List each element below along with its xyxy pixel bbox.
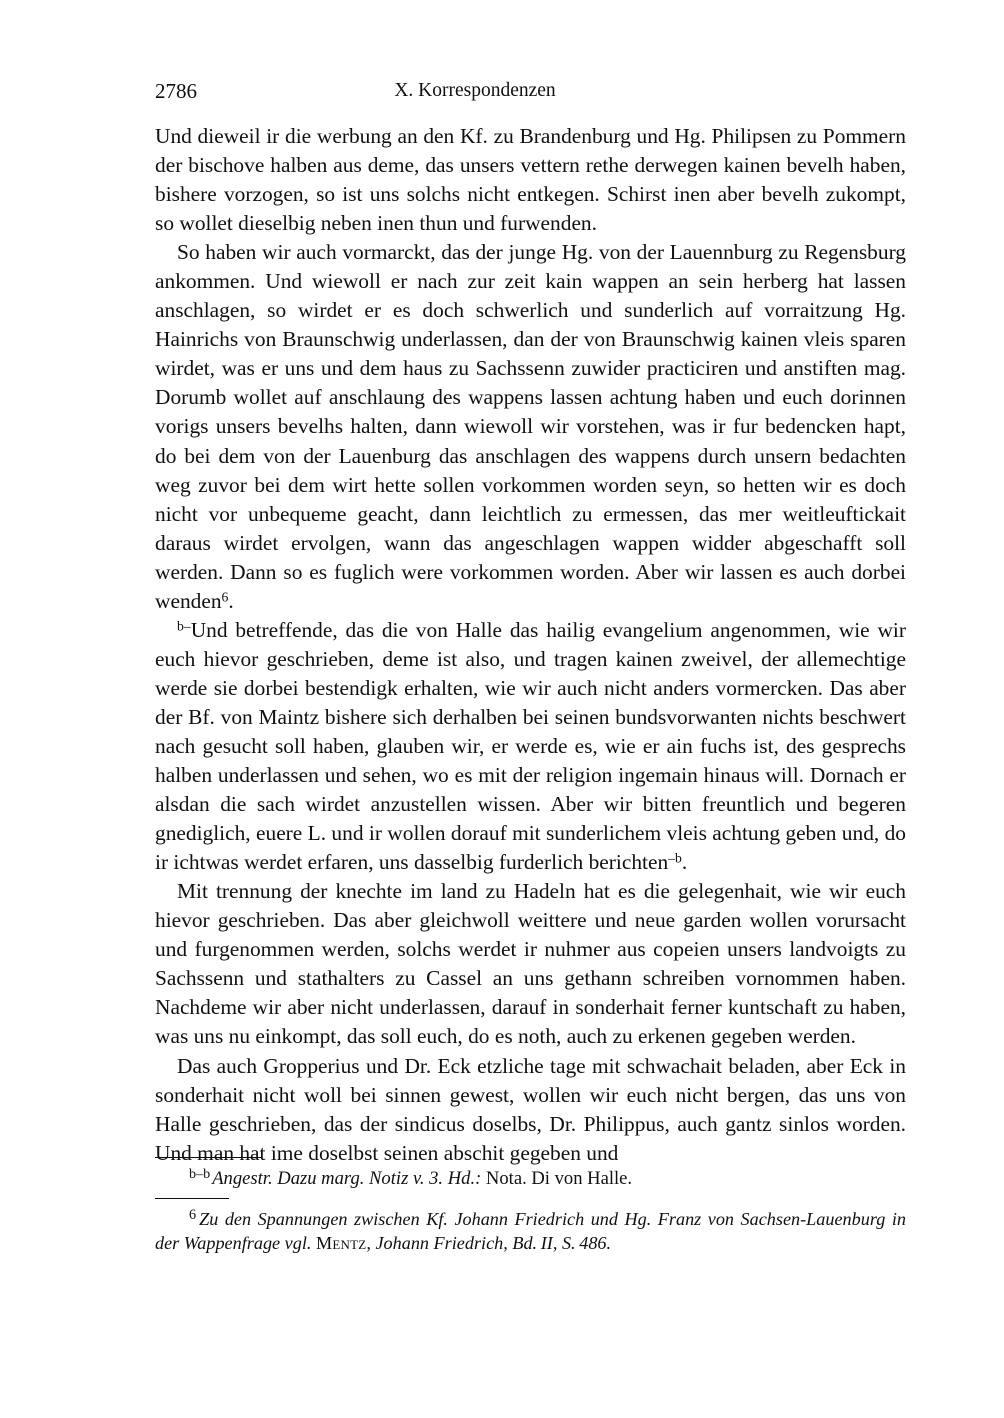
variant-quotation: Nota. Di von Halle. [481, 1168, 633, 1189]
variant-sigil: b–b [189, 1166, 211, 1183]
footnote-text-part-2: , Johann Friedrich, Bd. II, S. 486. [366, 1232, 612, 1253]
variant-description: Angestr. Dazu marg. Notiz v. 3. Hd.: [212, 1168, 482, 1189]
paragraph-text: Das auch Gropperius und Dr. Eck etzliche tage mit schwachait beladen, aber Eck in sonderhait nicht woll bei sinnen gewest, wollen wir euch nicht bergen, das uns von Halle geschrieben, das der sindicus doselbs, Dr. Philippus, auch gantz sinlos worden. Und man hat ime doselbst seinen abschit gegeben und [155, 1053, 906, 1165]
footnote-rule [155, 1198, 229, 1199]
paragraph [155, 616, 906, 877]
footnote-reference-marker[interactable]: 6 [221, 589, 229, 605]
paragraph-text: Mit trennung der knechte im land zu Hadeln hat es die gelegenhait, wie wir euch hievor geschrieben. Das aber gleichwoll weittere und neue garden wollen vorursacht und furgenommen werden, solchs werdet ir nuhmer aus copeien unsers landvoigts zu Sachssenn und stathalters zu Cassel an uns gethann schreiben vornommen haben. Nachdeme wir aber nicht underlassen, darauf in sonderhait ferner kuntschaft zu haben, was uns nu einkompt, das soll euch, do es noth, auch zu erkenen gegeben werden. [155, 879, 906, 1049]
paragraph-text: So haben wir auch vormarckt, das der junge Hg. von der Lauennburg zu Regensburg ankommen. Und wiewoll er nach zur zeit kain wappen an sein herberg hat lassen anschlagen, so wirdet er es doch schwerlich und sunderlich auf vorraitzung Hg. Hainrichs von Braunschwig underlassen, dan der von Braunschwig kainen vleis sparen wirdet, was er uns und dem haus zu Sachssenn zuwider practiciren und anstiften mag. Dorumb wollet auf anschlaung des wappens lassen achtung haben und euch dorinnen vorigs unsers bevelhs halten, dann wiewoll wir vorstehen, was ir fur bedencken hapt, do bei dem von der Lauenburg das anschlagen des wappens durch unsern bedachten weg zuvor bei dem wirt hette sollen vorkommen worden seyn, so hetten wir es doch nicht vor unbequeme geacht, dann leichtlich zu ermessen, das mer weitleuftickait daraus wirdet ervolgen, wann das angeschlagen wappen widder abgeschafft soll werden. Dann so es fuglich were vorkommen worden. Aber wir lassen es auch dorbei wenden [155, 240, 906, 613]
paragraph-text: Und dieweil ir die werbung an den Kf. zu Brandenburg und Hg. Philipsen zu Pommern der bischove halben aus deme, das unsers vettern rethe derwegen kainen bevelh haben, bishere vorzogen, so ist uns solchs nicht entkegen. Schirst inen aber bevelh zukompt, so wollet dieselbig neben inen thun und furwenden. [155, 124, 906, 236]
apparatus-rule [155, 1157, 261, 1158]
variant-end-marker[interactable]: –b [668, 850, 682, 866]
footnote-text-part-1: Zu den Spannungen zwischen Kf. Johann Friedrich und Hg. Franz von Sachsen-Lauenburg in der Wappenfrage vgl. [155, 1209, 906, 1253]
paragraph-text: Und betreffende, das die von Halle das hailig evangelium angenommen, wie wir euch hievor geschrieben, deme ist also, und tragen kainen zweivel, der allemechtige werde sie dorbei bestendigk erhalten, wie wir auch nicht anders vormercken. Das aber der Bf. von Maintz bishere sich derhalben bei seinen bundsvorwanten nichts beschwert nach gesucht soll haben, glauben wir, er werde es, wie er ain fuchs ist, des gesprechs halben underlassen und sehen, wo es mit der religion ingemain hinaus will. Dornach er alsdan die sach wirdet anzustellen wissen. Aber wir bitten freuntlich und begeren gnediglich, euere L. und ir wollen dorauf mit sunderlichem vleis achtung geben und, do ir ichtwas werdet erfaren, uns dasselbig furderlich berichten [155, 617, 906, 875]
footnote-number: 6 [189, 1207, 197, 1224]
variant-start-marker[interactable]: b– [177, 618, 191, 634]
paragraph [155, 122, 906, 238]
variant-note [155, 1167, 906, 1192]
footnote-entry [155, 1208, 906, 1255]
paragraph [155, 877, 906, 1051]
variant-apparatus [155, 1157, 906, 1192]
page-number: 2786 [155, 79, 197, 103]
body-text [155, 122, 906, 1168]
running-head [155, 78, 905, 104]
footnote-apparatus [155, 1198, 906, 1255]
paragraph [155, 238, 906, 616]
running-head-title: X. Korrespondenzen [394, 80, 556, 101]
paragraph [155, 1052, 906, 1168]
footnote-author-name: Mentz [315, 1232, 367, 1253]
paragraph-text-tail: . [228, 588, 234, 613]
paragraph-text-tail: . [681, 850, 688, 875]
